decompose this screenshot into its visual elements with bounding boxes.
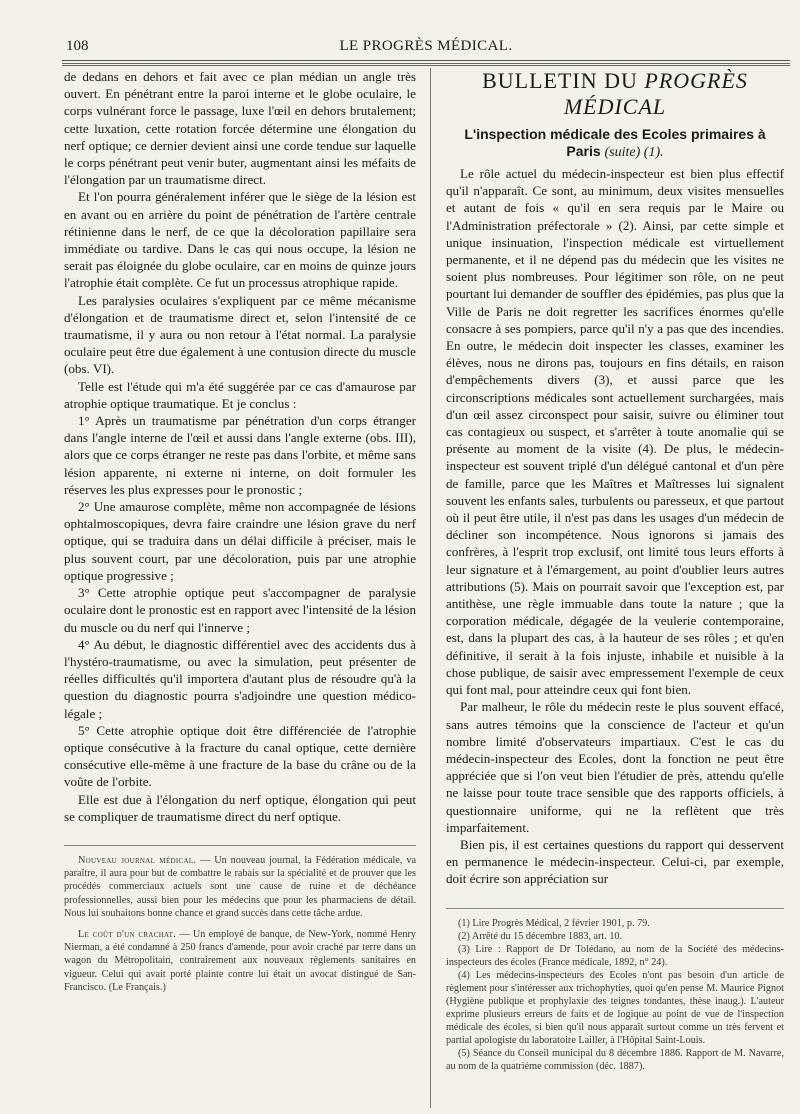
conclusion-item: 4° Au début, le diagnostic différentiel avec des accidents dus à l'hystéro-traumatisme, ou avec la simulation, peut présenter de réelles difficultés qu'il importera d'autant plus de résoudre qu'à la question du diagnostic pourra s'adjoindre une question médico-légale ; xyxy=(64,636,416,721)
page-number: 108 xyxy=(66,38,89,54)
conclusion-item: Elle est due à l'élongation du nerf optique, élongation qui peut se compliquer de traumatisme direct du nerf optique. xyxy=(64,791,416,824)
news-separator xyxy=(64,845,416,846)
article-title-text: L'inspection médicale des Ecoles primaires à Paris xyxy=(464,126,766,159)
bulletin-title-prefix: BULLETIN DU xyxy=(482,68,645,93)
news-lead: Nouveau journal médical. xyxy=(78,854,197,866)
footnote: (1) Lire Progrès Médical, 2 février 1901, p. 79. xyxy=(458,917,650,929)
header-rule xyxy=(62,63,790,66)
news-section xyxy=(64,854,416,994)
news-text: — Un nouveau journal, la Fédération médicale, va paraître, il aura pour but de combattre le rabais sur la spécialité et de prouver que les procédés commerciaux actuels sont une cause de ruine et de déchéance professionnelles, aussi bien pour les médecins que pour les pharmaciens de détail. Nous lui souhaitons bonne chance et grand succès dans cette tâche ardue. xyxy=(64,854,416,919)
footnote: (4) Les médecins-inspecteurs des Ecoles n'ont pas besoin d'un article de règlement pour s'intéresser aux trichophyties, quoi qu'en pense M. Maurice Pignot (Hygiène publique et prophylaxie des teignes tondantes, thèse inaug.). L'auteur exprime plusieurs erreurs de faits et de logique au point de vue de l'inspection médicale des écoles, si bien qu'il nous apparaît surtout comme un très fervent et partial apologiste du laboratoire Lailler, à l'Hôpital Saint-Louis. xyxy=(446,969,784,1046)
bulletin-title-journal: PROGRÈS MÉDICAL xyxy=(563,68,748,119)
conclusion-item: 1° Après un traumatisme par pénétration d'un corps étranger dans l'angle interne de l'œil et aussi dans l'angle externe (obs. III), alors que ce corps étranger ne reste pas dans l'orbite, et même sans lésion apparente, ni externe ni interne, on doit formuler les réserves les plus expresses pour le pronostic ; xyxy=(64,413,416,497)
news-item xyxy=(64,928,416,994)
conclusion-item: 3° Cette atrophie optique peut s'accompagner de paralysie oculaire dont le pronostic est en rapport avec l'intensité de la lésion du muscle ou du nerf qui l'innerve ; xyxy=(64,585,416,635)
conclusion-item: 5° Cette atrophie optique doit être différenciée de l'atrophie optique consécutive à la fracture du canal optique, cette dernière consécutive elle-même à une fracture de la base du crâne ou de la voûte de l'orbite. xyxy=(64,722,416,790)
right-column xyxy=(446,68,784,1073)
footnote-separator xyxy=(446,908,784,909)
paragraph: Les paralysies oculaires s'expliquent par ce même mécanisme d'élongation et de traumatisme direct et, selon l'intensité de ce traumatisme, il y aura ou non retour à l'état normal. La paralysie oculaire peut être due également à une contusion directe du muscle (obs. VI). xyxy=(64,292,416,377)
news-text: — Un employé de banque, de New-York, nommé Henry Nierman, a été condamné à 250 francs d'amende, pour avoir craché par terre dans un wagon du Métropolitain, contrairement aux nouveaux règlements sanitaires en vigueur. Celui qui avait porté plainte contre lui était un avocat distingué de San-Francisco. (Le Français.) xyxy=(64,928,416,993)
paragraph: de dedans en dehors et fait avec ce plan médian un angle très ouvert. En pénétrant entre la paroi interne et le globe oculaire, le corps vulnérant force le passage, luxe l'œil en dehors brutalement; cette luxation, cette rotation forcée détermine une élongation du nerf optique; ce dernier devient ainsi une corde tendue sur laquelle le corps pénétrant peut venir buter, augmentant ainsi les méfaits de l'élongation par un traumatisme direct. xyxy=(64,69,416,188)
paragraph: Le rôle actuel du médecin-inspecteur est bien plus effectif qu'il n'apparaît. Ce sont, au minimum, deux visites mensuelles et autant de fois « qu'il en sera requis par le Maire ou l'Administration préfectorale » (2). Ainsi, par cette simple et unique insinuation, l'inspection médicale est virtuellement permanente, et il ne dépend pas du médecin que les visites ne soient plus nombreuses. Pour légitimer son rôle, on ne peut pourtant lui demander de souffler des épidémies, pas plus que la Ville de Paris ne doit regretter les sacrifices énormes qu'elle consacre à ses pompiers, parce qu'il n'y a pas que des incendies. En outre, le médecin doit inspecter les classes, examiner les élèves, nous ne dirons pas, toujours en fins détails, en raison d'empêchements divers (3), et aussi parce que les circonscriptions médicales sont actuellement surchargées, mais d'un œil assez circonspect pour saisir, suivre ou éliminer tout cas contagieux ou suspect, et s'arrêter à toute anomalie qui se présente au moment de la visite (4). De plus, le médecin-inspecteur est souvent triplé d'un délégué cantonal et d'un père de famille, parce que les Maîtres et Maîtresses lui signalent souvent les enfants sales, turbulents ou paresseux, et que partout où il peut être utile, il n'est pas dans les usages d'un médecin de décliner son incompétence. Nous ignorons si jamais des confrères, à l'esprit trop exclusif, ont limité tous leurs efforts à leur signature et à l'émargement, au point d'oublier leurs autres attributions (5). Mais on pourrait savoir que l'exception est, par antithèse, une règle immuable dans toute la nature ; que la corporation médicale, dégagée de la veulerie contemporaine, est, dans la plupart des cas, à la hauteur de ses rôles ; et qu'en définitive, il serait à la fois injuste, inhabile et nuisible à la chose publique, de saisir avec empressement l'exemple de ceux qui font mal, pour atteindre ceux qui font bien. xyxy=(446,166,784,698)
page-header xyxy=(62,36,790,61)
article-suite: (suite) (1). xyxy=(604,145,664,160)
news-lead: Le coût d'un crachat. xyxy=(78,928,177,940)
bulletin-title xyxy=(446,68,784,120)
paragraph: Et l'on pourra généralement inférer que le siège de la lésion est en avant ou en arrière du point de pénétration de l'artère centrale rétinienne dans le nerf, de ce que la décoloration papillaire sera immédiate ou tardive. Dans le cas qui nous occupe, la lésion ne serait pas éloignée du globe oculaire, car en moins de quinze jours l'atrophie était complète. Ce fut un processus atrophique rapide. xyxy=(64,189,416,291)
news-item xyxy=(64,854,416,920)
article-title xyxy=(446,126,784,161)
column-divider xyxy=(430,68,431,1108)
left-column xyxy=(64,68,416,1002)
footnote: (5) Séance du Conseil municipal du 8 décembre 1886. Rapport de M. Navarre, au nom de la quatrième commission (déc. 1887). xyxy=(446,1047,784,1072)
paragraph: Telle est l'étude qui m'a été suggérée par ce cas d'amaurose par atrophie optique traumatique. Et je conclus : xyxy=(64,378,416,411)
running-title: LE PROGRÈS MÉDICAL. xyxy=(339,38,513,54)
paragraph: Par malheur, le rôle du médecin reste le plus souvent effacé, sans autres témoins que la conscience de l'acteur et qu'un nombre limité d'observateurs impartiaux. C'est le cas du médecin-inspecteur des Ecoles, dont la fonction ne peut être appréciée que si l'on veut bien l'étudier de près, attendu qu'elle ne laisse pour toute trace sensible que des rapports officiels, à questionnaire uniforme, qui ne la reflètent que très imparfaitement. xyxy=(446,699,784,835)
left-body xyxy=(64,68,416,825)
footnote: (2) Arrêté du 15 décembre 1883, art. 10. xyxy=(458,930,623,942)
right-body xyxy=(446,165,784,888)
footnote: (3) Lire : Rapport de Dr Tolédano, au nom de la Société des médecins-inspecteurs des écoles (France médicale, 1892, n° 24). xyxy=(446,943,784,968)
paragraph: Bien pis, il est certaines questions du rapport qui desservent en permanence le médecin-inspecteur. Celui-ci, par exemple, doit écrire son appréciation sur xyxy=(446,836,784,887)
footnotes xyxy=(446,917,784,1073)
conclusion-item: 2° Une amaurose complète, même non accompagnée de lésions ophtalmoscopiques, devra faire craindre une lésion grave du nerf optique, qui se traduira dans un délai difficile à préciser, mais le plus souvent court, par une décoloration, puis par une atrophie optique progressive ; xyxy=(64,499,416,583)
